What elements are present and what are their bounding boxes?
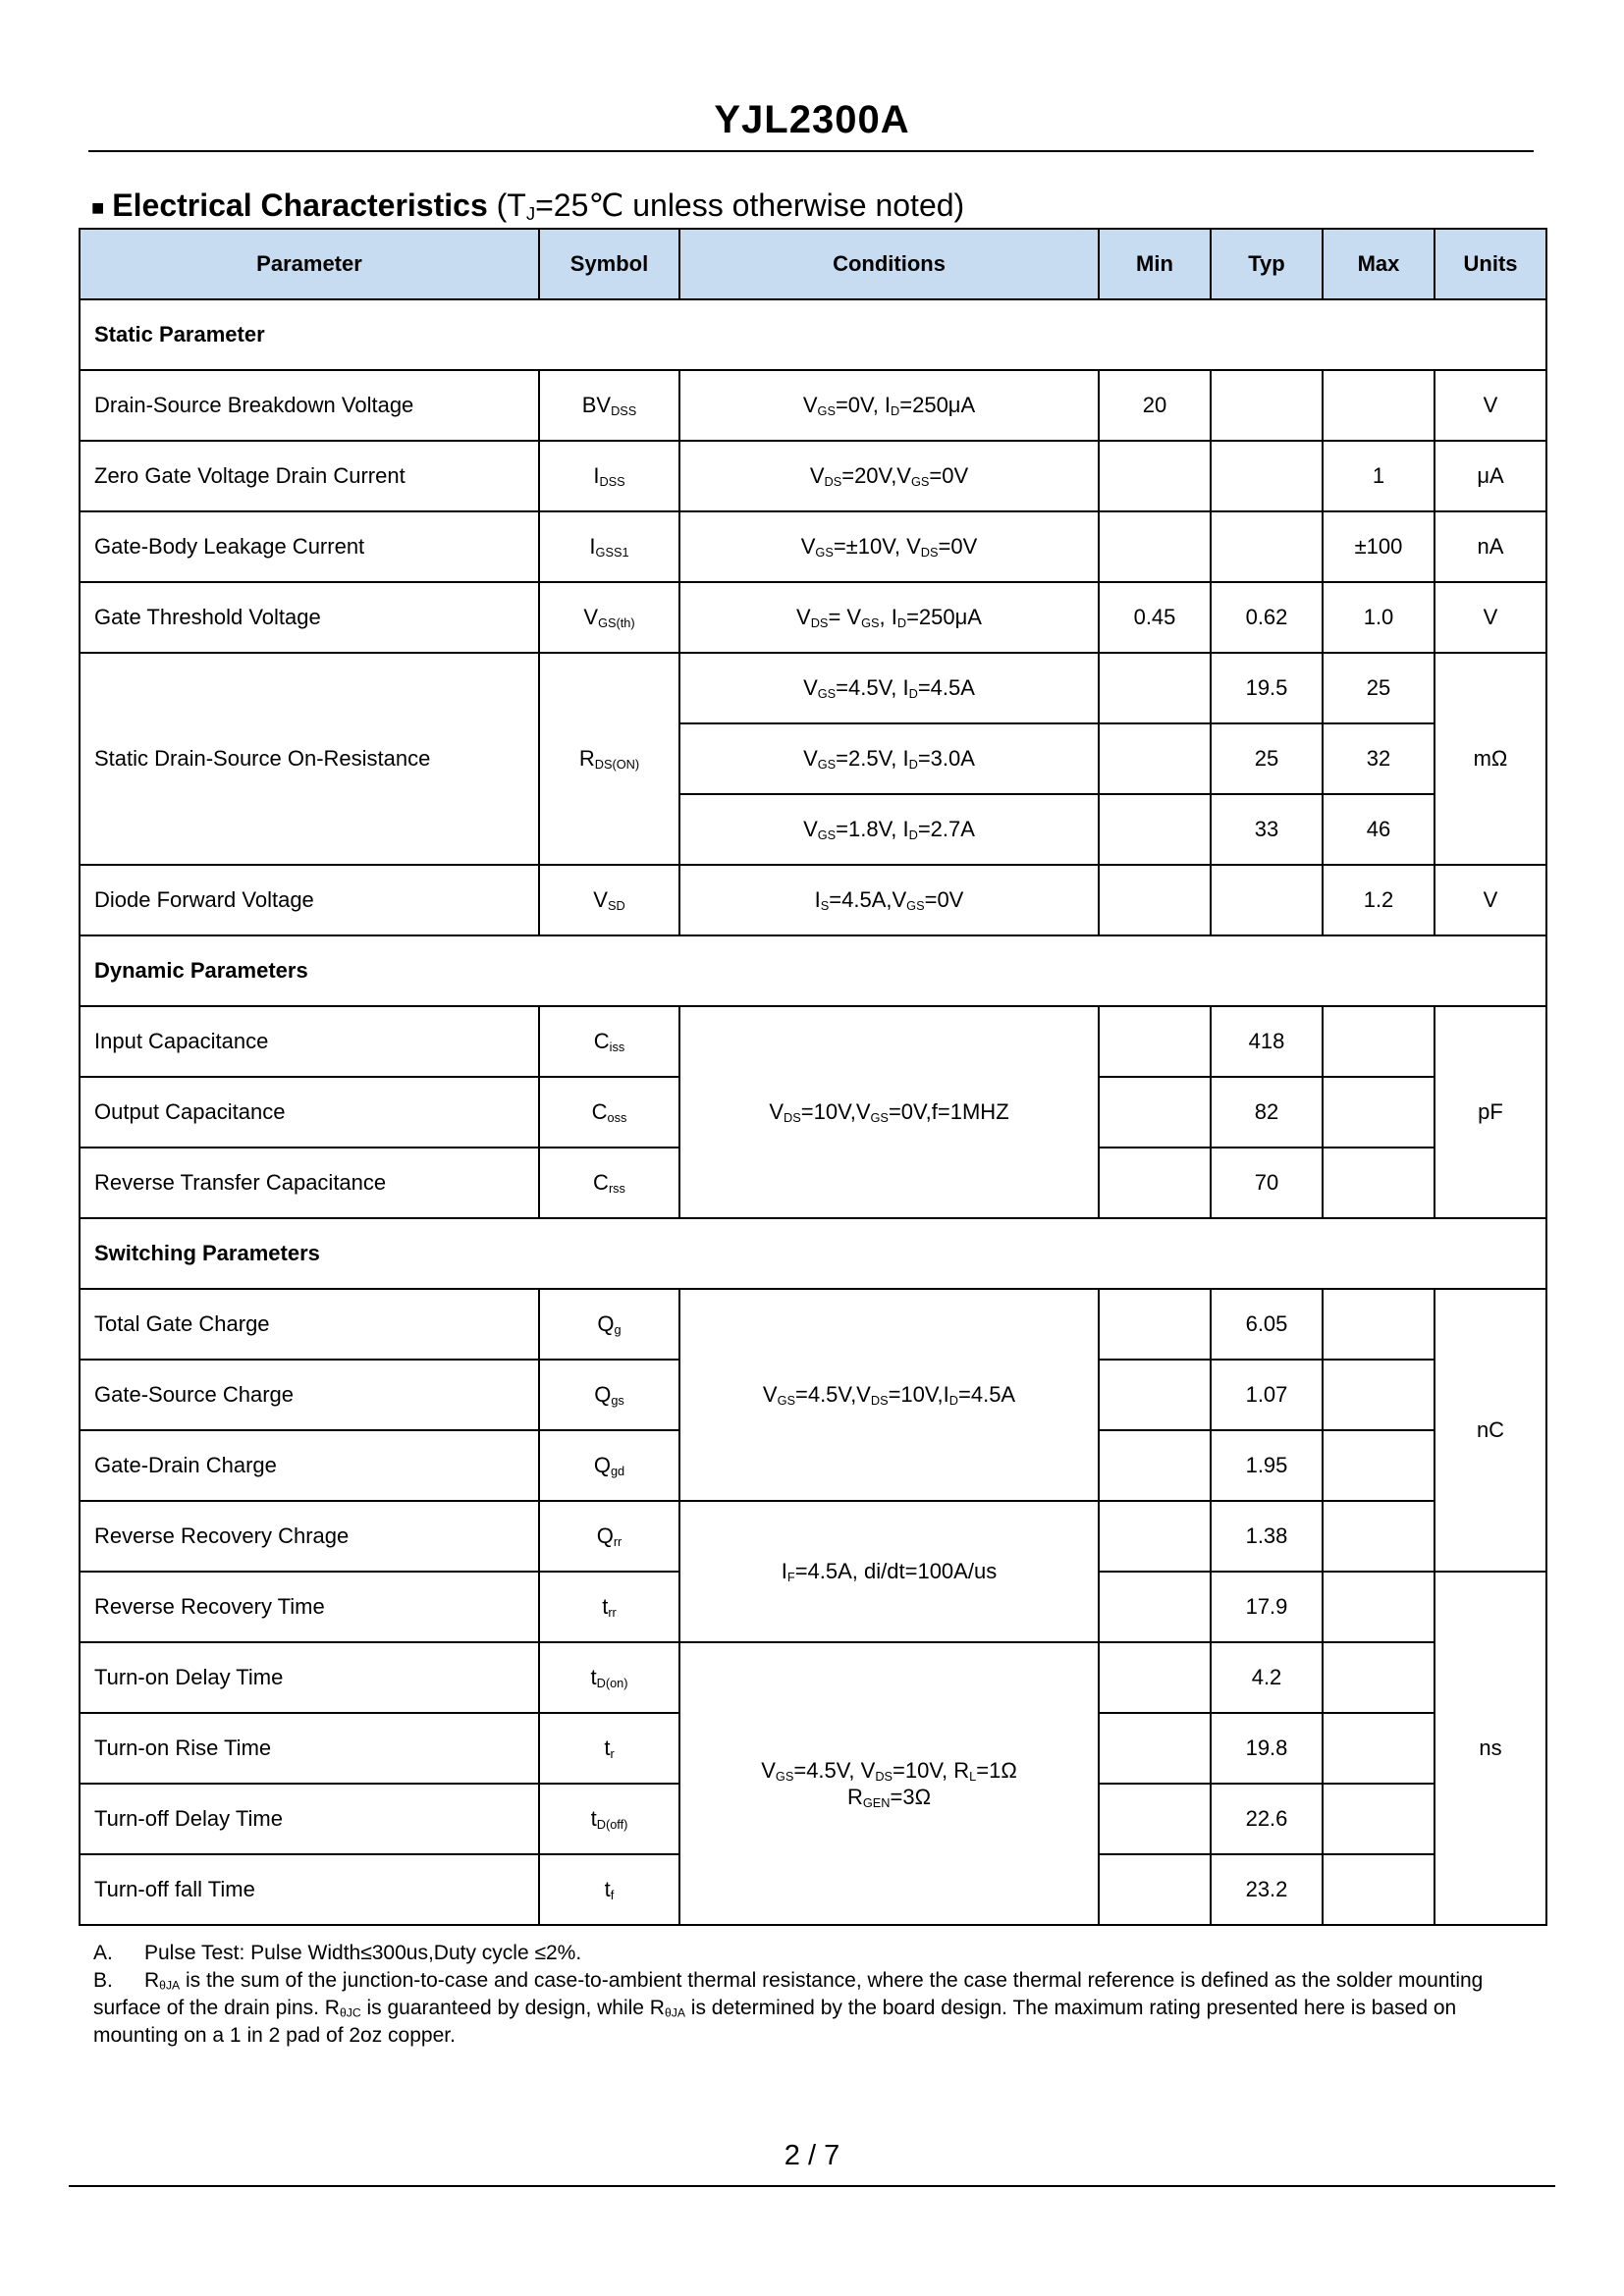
symbol-cell: $BV_{DSS}$ [539, 370, 679, 441]
max-cell: 1.0 [1323, 582, 1435, 653]
param-cell: Total Gate Charge [80, 1289, 539, 1360]
symbol-cell: $R_{DS(ON)}$ [539, 653, 679, 865]
min-cell [1099, 1784, 1211, 1854]
unit-cell: pF [1435, 1006, 1546, 1218]
param-cell: Drain-Source Breakdown Voltage [80, 370, 539, 441]
max-cell [1323, 1784, 1435, 1854]
min-cell [1099, 653, 1211, 723]
table-row [80, 582, 1546, 653]
symbol-cell: $I_{GSS1}$ [539, 511, 679, 582]
symbol-cell: $C_{oss}$ [539, 1077, 679, 1148]
max-cell [1323, 1572, 1435, 1642]
symbol-cell: $C_{iss}$ [539, 1006, 679, 1077]
param-cell: Diode Forward Voltage [80, 865, 539, 935]
min-cell [1099, 1501, 1211, 1572]
param-cell: Gate-Drain Charge [80, 1430, 539, 1501]
symbol-cell: $t_f$ [539, 1854, 679, 1925]
footnotes [93, 1940, 1507, 2050]
condition-cell: $V_{GS}=0V$, $I_D=250\mu A$ [679, 370, 1099, 441]
max-cell [1323, 1360, 1435, 1430]
max-cell [1323, 370, 1435, 441]
max-cell [1323, 1642, 1435, 1713]
typ-cell: 19.5 [1211, 653, 1323, 723]
param-cell: Zero Gate Voltage Drain Current [80, 441, 539, 511]
section-title: Electrical Characteristics [112, 187, 488, 223]
unit-cell: V [1435, 865, 1546, 935]
group-row [80, 935, 1546, 1006]
typ-cell: 6.05 [1211, 1289, 1323, 1360]
header-conditions: Conditions [679, 229, 1099, 299]
max-cell: 25 [1323, 653, 1435, 723]
min-cell [1099, 1430, 1211, 1501]
condition-line: $R_{GEN}=3\Omega$ [846, 1785, 932, 1810]
table-row [80, 1642, 1546, 1713]
header-typ: Typ [1211, 229, 1323, 299]
min-cell [1099, 511, 1211, 582]
condition-cell: $V_{GS}=1.8V$, $I_D=2.7A$ [679, 794, 1099, 865]
condition-cell: $V_{GS}=4.5V$, $I_D=4.5A$ [679, 653, 1099, 723]
min-cell [1099, 1077, 1211, 1148]
max-cell [1323, 1289, 1435, 1360]
symbol-cell: $C_{rss}$ [539, 1148, 679, 1218]
typ-cell: 0.62 [1211, 582, 1323, 653]
max-cell [1323, 1006, 1435, 1077]
symbol-cell: $Q_{gs}$ [539, 1360, 679, 1430]
param-cell: Gate-Body Leakage Current [80, 511, 539, 582]
electrical-characteristics-table [79, 228, 1547, 1926]
unit-cell: nA [1435, 511, 1546, 582]
param-cell: Gate-Source Charge [80, 1360, 539, 1430]
page-number: 2 / 7 [784, 2140, 840, 2171]
table-row [80, 1006, 1546, 1077]
table-row [80, 1501, 1546, 1572]
unit-cell: ns [1435, 1572, 1546, 1925]
typ-cell [1211, 865, 1323, 935]
typ-cell: 17.9 [1211, 1572, 1323, 1642]
condition-cell: $V_{DS}=20V,V_{GS}=0V$ [679, 441, 1099, 511]
typ-cell: 4.2 [1211, 1642, 1323, 1713]
min-cell [1099, 1854, 1211, 1925]
condition-cell: $V_{GS}=\pm 10V$, $V_{DS}=0V$ [679, 511, 1099, 582]
max-cell [1323, 1430, 1435, 1501]
unit-cell: nC [1435, 1289, 1546, 1572]
min-cell: 20 [1099, 370, 1211, 441]
param-cell: Gate Threshold Voltage [80, 582, 539, 653]
condition-cell: $I_F=4.5A$, di/dt=100A/us [679, 1501, 1099, 1642]
typ-cell: 23.2 [1211, 1854, 1323, 1925]
symbol-cell: $t_{D(on)}$ [539, 1642, 679, 1713]
max-cell [1323, 1148, 1435, 1218]
typ-cell: 418 [1211, 1006, 1323, 1077]
symbol-cell: $t_r$ [539, 1713, 679, 1784]
group-row [80, 299, 1546, 370]
min-cell [1099, 723, 1211, 794]
symbol-cell: $I_{DSS}$ [539, 441, 679, 511]
min-cell: 0.45 [1099, 582, 1211, 653]
group-dynamic: Dynamic Parameters [80, 935, 1546, 1006]
header-units: Units [1435, 229, 1546, 299]
header-symbol: Symbol [539, 229, 679, 299]
typ-cell: 1.95 [1211, 1430, 1323, 1501]
section-condition: ($T_J=25℃$ unless otherwise noted) [496, 187, 965, 225]
symbol-cell: $t_{rr}$ [539, 1572, 679, 1642]
condition-line: $V_{GS}=4.5V$, $V_{DS}=10V$, $R_L=1\Omega$ [761, 1757, 1017, 1784]
unit-cell: V [1435, 582, 1546, 653]
condition-cell: $V_{DS}=10V,V_{GS}=0V,f=1MHZ$ [679, 1006, 1099, 1218]
param-cell: Turn-on Delay Time [80, 1642, 539, 1713]
max-cell: ±100 [1323, 511, 1435, 582]
param-cell: Reverse Recovery Time [80, 1572, 539, 1642]
param-cell: Turn-off Delay Time [80, 1784, 539, 1854]
header-min: Min [1099, 229, 1211, 299]
param-cell: Reverse Recovery Chrage [80, 1501, 539, 1572]
typ-cell: 25 [1211, 723, 1323, 794]
table-row [80, 511, 1546, 582]
condition-cell: $I_S=4.5A,V_{GS}=0V$ [679, 865, 1099, 935]
min-cell [1099, 1713, 1211, 1784]
section-heading [91, 187, 964, 224]
typ-cell: 70 [1211, 1148, 1323, 1218]
max-cell [1323, 1713, 1435, 1784]
document-title: YJL2300A [714, 98, 910, 141]
max-cell [1323, 1077, 1435, 1148]
typ-cell: 33 [1211, 794, 1323, 865]
table-row [80, 370, 1546, 441]
param-cell: Reverse Transfer Capacitance [80, 1148, 539, 1218]
unit-cell: μA [1435, 441, 1546, 511]
max-cell [1323, 1854, 1435, 1925]
min-cell [1099, 1289, 1211, 1360]
group-static: Static Parameter [80, 299, 1546, 370]
unit-cell: mΩ [1435, 653, 1546, 865]
min-cell [1099, 1642, 1211, 1713]
unit-cell: V [1435, 370, 1546, 441]
footer-divider [69, 2185, 1555, 2187]
condition-cell: $V_{DS}= V_{GS}$, $I_D=250\mu A$ [679, 582, 1099, 653]
table-row [80, 865, 1546, 935]
typ-cell: 1.38 [1211, 1501, 1323, 1572]
typ-cell [1211, 441, 1323, 511]
table-header-row [80, 229, 1546, 299]
condition-cell: $V_{GS}=2.5V$, $I_D=3.0A$ [679, 723, 1099, 794]
param-cell: Turn-off fall Time [80, 1854, 539, 1925]
typ-cell: 19.8 [1211, 1713, 1323, 1784]
max-cell: 1.2 [1323, 865, 1435, 935]
table-row [80, 1289, 1546, 1360]
condition-cell: $V_{GS}=4.5V,V_{DS}=10V,I_D=4.5A$ [679, 1289, 1099, 1501]
min-cell [1099, 1006, 1211, 1077]
symbol-cell: $t_{D(off)}$ [539, 1784, 679, 1854]
param-cell: Turn-on Rise Time [80, 1713, 539, 1784]
symbol-cell: $Q_g$ [539, 1289, 679, 1360]
min-cell [1099, 865, 1211, 935]
max-cell: 1 [1323, 441, 1435, 511]
typ-cell: 22.6 [1211, 1784, 1323, 1854]
footnote-b: B. $R_{\theta JA}$ is the sum of the junction-to-case and case-to-ambient thermal resistance, where the case thermal reference is defined as the solder mounting surface of the drain pins. $R_{\theta JC}$ is guaranteed by design, while $R_{\theta JA}$ is determined by the board design. The maximum rating presented here is based on mounting on a 1 in 2 pad of 2oz copper. [93, 1969, 1484, 2047]
max-cell: 46 [1323, 794, 1435, 865]
header-parameter: Parameter [80, 229, 539, 299]
table-row [80, 653, 1546, 723]
condition-cell [679, 1642, 1099, 1925]
typ-cell [1211, 370, 1323, 441]
param-cell: Static Drain-Source On-Resistance [80, 653, 539, 865]
header-max: Max [1323, 229, 1435, 299]
param-cell: Input Capacitance [80, 1006, 539, 1077]
max-cell [1323, 1501, 1435, 1572]
min-cell [1099, 1148, 1211, 1218]
param-cell: Output Capacitance [80, 1077, 539, 1148]
min-cell [1099, 441, 1211, 511]
header-divider [88, 150, 1534, 152]
footnote-a: A. Pulse Test: Pulse Width≤300us,Duty cycle ≤2%. [93, 1942, 582, 1964]
min-cell [1099, 794, 1211, 865]
min-cell [1099, 1572, 1211, 1642]
symbol-cell: $Q_{rr}$ [539, 1501, 679, 1572]
typ-cell: 82 [1211, 1077, 1323, 1148]
typ-cell: 1.07 [1211, 1360, 1323, 1430]
group-switching: Switching Parameters [80, 1218, 1546, 1289]
symbol-cell: $Q_{gd}$ [539, 1430, 679, 1501]
max-cell: 32 [1323, 723, 1435, 794]
square-bullet-icon: ■ [91, 194, 105, 220]
typ-cell [1211, 511, 1323, 582]
symbol-cell: $V_{SD}$ [539, 865, 679, 935]
group-row [80, 1218, 1546, 1289]
symbol-cell: $V_{GS(th)}$ [539, 582, 679, 653]
min-cell [1099, 1360, 1211, 1430]
table-row [80, 441, 1546, 511]
